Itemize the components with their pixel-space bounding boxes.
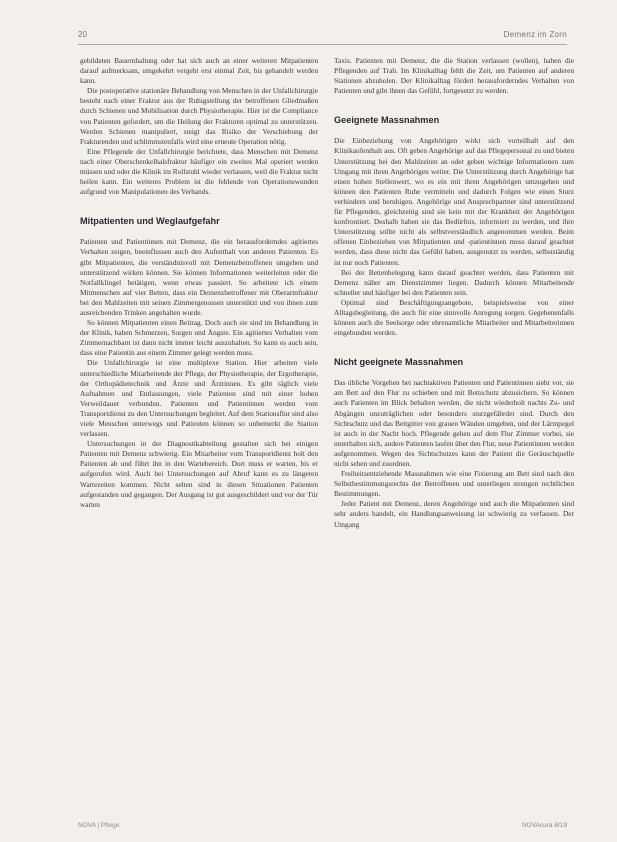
paragraph: Die Einbeziehung von Angehörigen wirkt sich vorteilhaft auf den Klinikaufenthalt aus. Oft geben Angehörige auf das Pflegepersonal zu und bieten Unterstützung bei den Mahlzeiten an oder geben wichtige Informationen zum Umgang mit ihren Angehörigen weiter. Die Unterstützung durch Angehörige hat einen hohen Stellenwert, wo es ein mit ihren Angehörigen umzugehen und können den Patienten Ruhe vermitteln und dadurch Folgen wie einen Sturz verhindern und beruhigen. Angehörige und Ansprechpartner sind unterstützend für Pflegenden, gleichzeitig sind sie kein mit der Krankheit der Angehörigen konfrontiert. Deshalb haben sie das Bedürfnis, informiert zu werden, und ihre Unterstützung sollte nicht als selbstverständlich angenommen werden. Beim offenen Einbeziehen von Mitpatienten und -patientinnen muss darauf geachtet werden, dass diese nicht das Gefühl haben, ausgenutzt zu werden, selbstständig ist nur noch Patienten. bbox=[334, 136, 574, 267]
paragraph: Die postoperative stationäre Behandlung von Menschen in der Unfallchirurgie besteht nach einer Fraktur aus der Ruhigstellung der betroffenen Gliedmaßen durch Schienen und Mobilisation durch Physiotherapie. Hier ist die Compliance von Patienten gefordert, um die Heilung der Frakturen optimal zu unterstützen. Werden Schienen manipuliert, steigt das Risiko der Verschiebung der Frakturenden und schlimmstenfalls wird eine erneute Operation nötig. bbox=[80, 86, 318, 146]
paragraph: Taxis. Patienten mit Demenz, die die Station verlassen (wollen), haben die Pflegenden auf Trab. Im Klinikalltag fehlt die Zeit, um Patienten auf anderen Stationen abzuholen. Der Klinikalltag fördert herausforderndes Verhalten von Patienten und gibt ihnen das Gefühl, fortgesetzt zu werden. bbox=[334, 56, 574, 96]
paragraph: Untersuchungen in der Diagnostikabteilung gestalten sich bei einigen Patienten mit Demenz schwierig. Ein Mitarbeiter vom Transportdienst holt den Patienten ab und führt ihn in den Wartebereich. Dort muss er warten, bis er aufgerufen wird. Auch bei Untersuchungen auf Abruf kann es zu längeren Wartezeiten kommen. Nicht selten sind in diesen Situationen Patienten aufgestanden und gegangen. Der Ausgang ist gut ausgeschildert und vor der Tür warten bbox=[80, 439, 318, 509]
section-heading: Nicht geeignete Massnahmen bbox=[334, 357, 464, 368]
section-heading: Mitpatienten und Weglaufgefahr bbox=[80, 216, 220, 227]
paragraph: Optimal sind Beschäftigungsangebote, beispielsweise von einer Alltagsbegleitung, die auch für eine sinnvolle Anregung sorgen. Gegebenenfalls können auch die Seelsorge oder ehrenamtliche Mitarbeiter und Mitarbeiterinnen eingebunden werden. bbox=[334, 297, 574, 338]
left-column bbox=[80, 56, 318, 806]
footer-left: NOVA | Pflege bbox=[78, 822, 120, 829]
paragraph: Jeder Patient mit Demenz, deren Angehörige und auch die Mitpatienten sind sehr anders handelt, ein Handlungsanweisung ist schwierig zu verfassen. Der Umgang bbox=[334, 499, 574, 529]
paragraph: Eine Pflegende der Unfallchirurgie berichtete, dass Menschen mit Demenz nach einer Oberschenkelhalsfraktur häufiger ein zweites Mal operiert werden müssen und oder die Klinik im Rollstuhl wieder verlassen, weil die Fraktur nicht heilen kann. Ein weiteres Problem ist die fehlende von Operationswunden aufgrund von Manipulationen des Verbands. bbox=[80, 146, 318, 197]
right-column bbox=[334, 56, 574, 806]
section-heading: Geeignete Massnahmen bbox=[334, 115, 440, 126]
page-header bbox=[78, 30, 567, 44]
paragraph: Die Unfallchirurgie ist eine multiplexe Station. Hier arbeiten viele unterschiedliche Mitarbeitende der Pflege, der Physiotherapie, der Ergotherapie, der Orthopädietechnik und Ärzte und Ärztinnen. Es gibt täglich viele Aufnahmen und Entlassungen, viele Patienten sind mit einer hohen Verweildauer verbunden. Patienten und Patientinnen werden vom Transportdienst zu den Untersuchungen begleitet. Auf dem Stationsflur sind also viele Menschen unterwegs und Patienten können so unbemerkt die Station verlassen. bbox=[80, 358, 318, 439]
page-footer bbox=[78, 822, 567, 832]
paragraph: Patienten und Patientinnen mit Demenz, die ein herausforderndes agitiertes Verhalten zeigen, beeinflussen auch den Aufenthalt von anderen Patienten. Es gibt Mitpatienten, die verständnisvoll mit Demenzbetroffenen umgehen und unterstützend wirken können. Sie können Informationen weiterleiten oder die Notfallklingel betätigen, wenn etwas passiert. So arbeitete ich einem Mitmenschen auf vier Betten, dass ein Demenzbetroffener mit Oberarmfraktur bei den Mahlzeiten mit seinen Zimmergenossen unterstützt und von ihnen zum ausreichenden Trinken angehalten wurde. bbox=[80, 237, 318, 317]
paragraph: gebildeten Bauernhaltung oder hat sich auch an einer weiteren Mitpatienten darauf aufmerksam, umgekehrt vergeht erst einmal Zeit, bis gehandelt werden kann. bbox=[80, 56, 318, 86]
running-section-title: Demenz im Zorn bbox=[503, 30, 567, 39]
footer-right: NOVAcura 8/19 bbox=[521, 822, 567, 829]
paragraph: So können Mitpatienten einen Beitrag. Doch auch sie sind im Behandlung in der Klinik, haben Schmerzen, Sorgen und Ängste. Ein agitiertes Verhalten vom Zimmernachbarn ist dann nicht immer leicht auszuhalten. So kann es auch sein, dass eine Patientin aus einem Zimmer gelegt werden muss. bbox=[80, 318, 318, 358]
paragraph: Das übliche Vorgehen bei nachtaktiven Patienten und Patientinnen sieht vor, sie am Bett auf den Flur zu schieben und mit Bettschutz abzusichern. So können auch Patienten im Blick behalten werden, die nicht wiederholt nachts Zu- und Abgängen unzuträglichen oder besonders sturzgefährdet sind. Durch den Sichtschutz und das Bettgitter von grauen Wänden umgeben, und der Lärmpegel ist auch in der Nacht hoch. Pflegende gehen auf dem Flur Zimmer vorbei, sie unterhalten sich, andere Patienten laufen über den Flur, neue Patientinnen werden aufgenommen. Wegen des Sichtschutzes kann der Patient die Geräuschquelle nicht sehen und zuordnen. bbox=[334, 378, 574, 468]
paragraph: Bei der Bettenbelegung kann darauf geachtet werden, dass Patienten mit Demenz näher am Dienstzimmer liegen. Dadurch können Mitarbeitende schneller und häufiger bei den Patienten sein. bbox=[334, 267, 574, 297]
page-number: 20 bbox=[78, 30, 87, 39]
paragraph: Freiheitsentziehende Massnahmen wie eine Fixierung am Bett sind nach den Selbstbestimmungsrechts der Betroffenen und unterliegen strengen rechtlichen Bestimmungen. bbox=[334, 469, 574, 499]
header-rule bbox=[78, 44, 567, 45]
